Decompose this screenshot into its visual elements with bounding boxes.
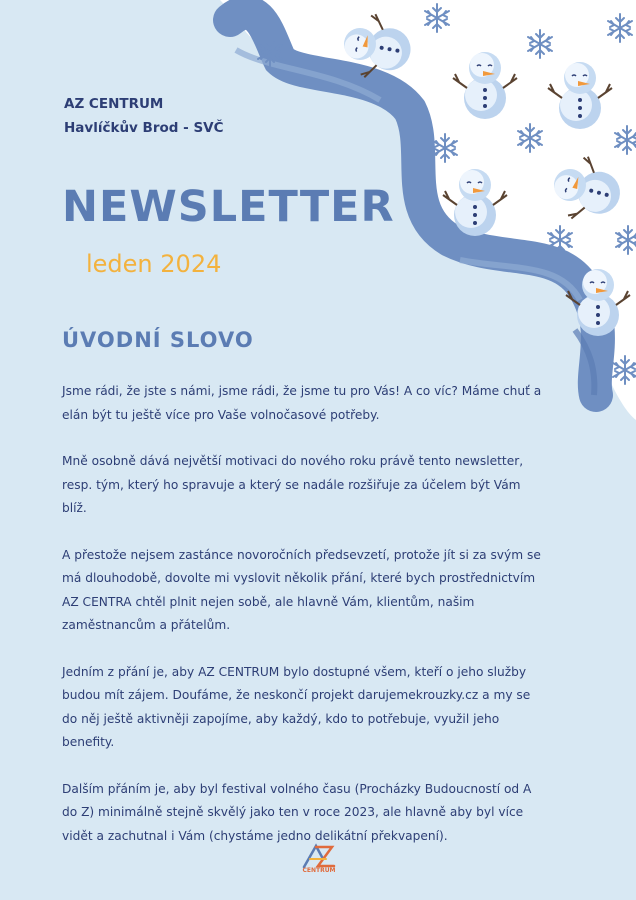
paragraph: A přestože nejsem zastánce novoročních předsevzetí, protože jít si za svým se má dlouhodobě, dovolte mi vyslovit několik přání, které bych prostřednictvím AZ CENTRA chtěl plnit nejen sobě, ale hlavně Vám, klientům, našim zaměstnancům a přátelům. — [62, 547, 541, 632]
paragraph: Jsme rádi, že jste s námi, jsme rádi, že jsme tu pro Vás! A co víc? Máme chuť a elán být tu ještě více pro Vaše volnočasové potřeby. — [62, 384, 542, 422]
paragraph: Dalším přáním je, aby byl festival volného času (Procházky Budoucností od A do Z) minimálně stejně skvělý jako ten v roce 2023, ale hlavně aby byl více vidět a zachutnal i Vám (chystáme jedno delikátní překvapení). — [62, 781, 532, 843]
section-heading: ÚVODNÍ SLOVO — [62, 328, 254, 352]
issue-date: leden 2024 — [86, 250, 222, 278]
org-name: AZ CENTRUM — [64, 96, 164, 112]
organization-block — [64, 92, 224, 140]
az-centrum-logo — [296, 843, 342, 879]
org-location: Havlíčkův Brod - SVČ — [64, 120, 224, 136]
logo-mark-icon — [296, 843, 342, 869]
article-body — [62, 380, 542, 871]
paragraph: Mně osobně dává největší motivaci do nového roku právě tento newsletter, resp. tým, který ho spravuje a který se nadále rozšiřuje za účelem být Vám blíž. — [62, 454, 524, 515]
page-title: NEWSLETTER — [62, 182, 395, 232]
paragraph: Jedním z přání je, aby AZ CENTRUM bylo dostupné všem, kteří o jeho služby budou mít zájem. Doufáme, že neskončí projekt darujemekrouzky.cz a my se do něj ještě aktivněji zapojíme, aby každý, kdo to potřebuje, využil jeho benefity. — [62, 664, 531, 749]
logo-text: CENTRUM — [302, 867, 336, 874]
